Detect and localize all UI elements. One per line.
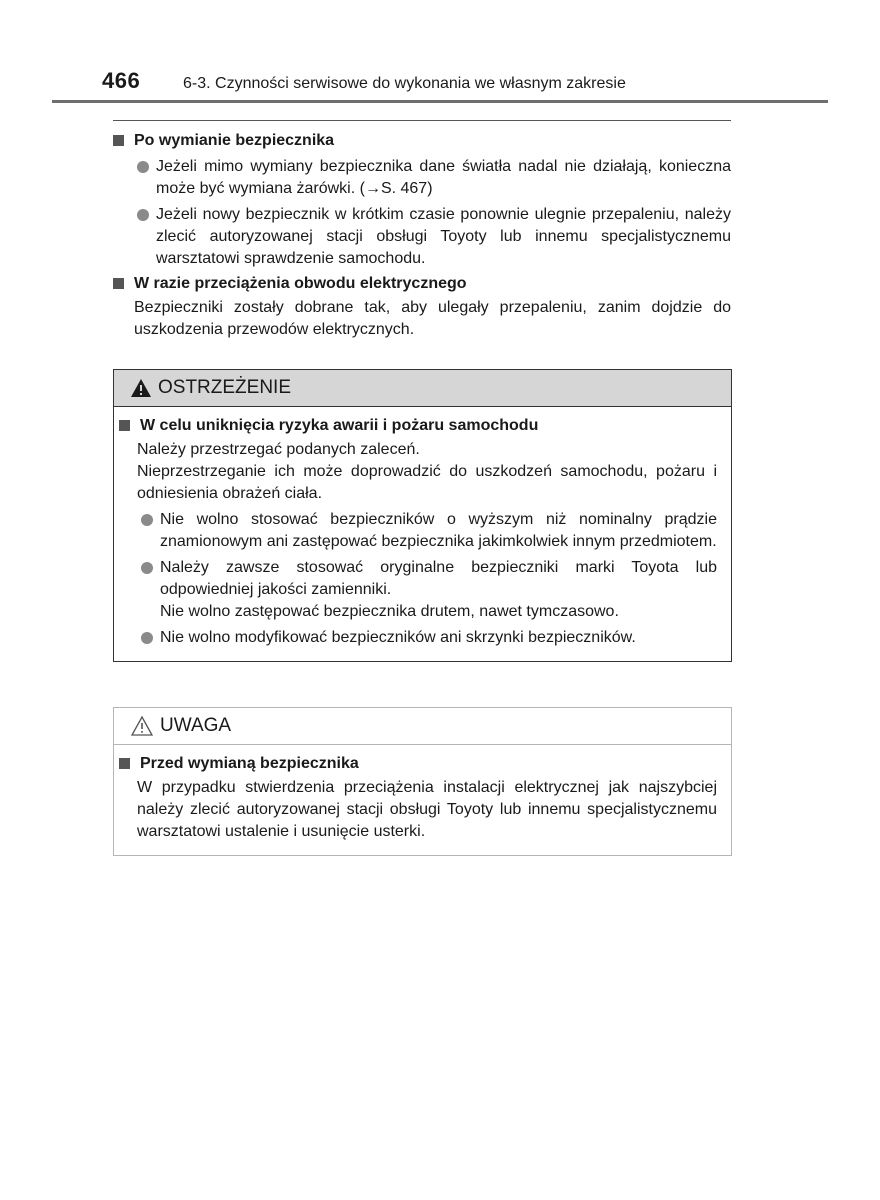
list-item: Jeżeli mimo wymiany bezpiecznika dane światła nadal nie działają, konieczna może być wymiana żarówki. (→S. 467) xyxy=(113,156,731,200)
warning-box xyxy=(113,369,732,662)
page-header xyxy=(0,0,880,110)
section-after-fuse-replacement xyxy=(113,130,731,270)
round-bullet-icon xyxy=(141,632,153,644)
list-item: Jeżeli nowy bezpiecznik w krótkim czasie ponownie ulegnie przepaleniu, należy zlecić autoryzowanej stacji obsługi Toyoty lub innemu specjalistycznemu warsztatowi sprawdzenie samochodu. xyxy=(113,204,731,270)
round-bullet-icon xyxy=(137,161,149,173)
section-text: Bezpieczniki zostały dobrane tak, aby ulegały przepaleniu, zanim dojdzie do uszkodzenia przewodów elektrycznych. xyxy=(134,299,731,338)
square-bullet-icon xyxy=(119,758,130,769)
section-heading: Po wymianie bezpiecznika xyxy=(113,130,731,152)
warning-triangle-icon xyxy=(130,378,152,398)
list-item: Nie wolno modyfikować bezpieczników ani skrzynki bezpieczników. xyxy=(119,627,717,649)
warning-heading: W celu uniknięcia ryzyka awarii i pożaru samochodu xyxy=(119,415,717,437)
warning-header xyxy=(114,370,731,407)
section-heading: W razie przeciążenia obwodu elektrycznego xyxy=(113,273,731,295)
square-bullet-icon xyxy=(113,278,124,289)
round-bullet-icon xyxy=(137,209,149,221)
caution-triangle-icon xyxy=(130,715,154,737)
header-divider xyxy=(52,100,828,103)
note-text: W przypadku stwierdzenia przeciążenia instalacji elektrycznej jak najszybciej należy zlecić autoryzowanej stacji obsługi Toyoty lub innemu specjalistycznemu warsztatowi ustalenie i usunięcie usterki. xyxy=(137,779,717,840)
note-title: UWAGA xyxy=(160,715,232,736)
square-bullet-icon xyxy=(113,135,124,146)
note-heading: Przed wymianą bezpiecznika xyxy=(119,753,717,775)
note-body xyxy=(114,745,731,855)
warning-body xyxy=(114,407,731,661)
warning-intro: Nieprzestrzeganie ich może doprowadzić do uszkodzeń samochodu, pożaru i odniesienia obrażeń ciała. xyxy=(137,463,717,502)
list-item: Należy zawsze stosować oryginalne bezpieczniki marki Toyota lub odpowiedniej jakości zamienniki. Nie wolno zastępować bezpiecznika drutem, nawet tymczasowo. xyxy=(119,557,717,623)
round-bullet-icon xyxy=(141,514,153,526)
list-item: Nie wolno stosować bezpieczników o wyższym niż nominalny prądzie znamionowym ani zastępować bezpiecznika jakimkolwiek innym przedmiotem. xyxy=(119,509,717,553)
content-divider xyxy=(113,120,731,121)
square-bullet-icon xyxy=(119,420,130,431)
warning-intro: Należy przestrzegać podanych zaleceń. xyxy=(137,441,420,458)
section-circuit-overload xyxy=(113,273,731,341)
note-header xyxy=(114,708,731,745)
note-box xyxy=(113,707,732,856)
warning-title: OSTRZEŻENIE xyxy=(158,377,292,398)
round-bullet-icon xyxy=(141,562,153,574)
chapter-title: 6-3. Czynności serwisowe do wykonania we własnym zakresie xyxy=(183,75,626,92)
page-number: 466 xyxy=(102,68,141,93)
